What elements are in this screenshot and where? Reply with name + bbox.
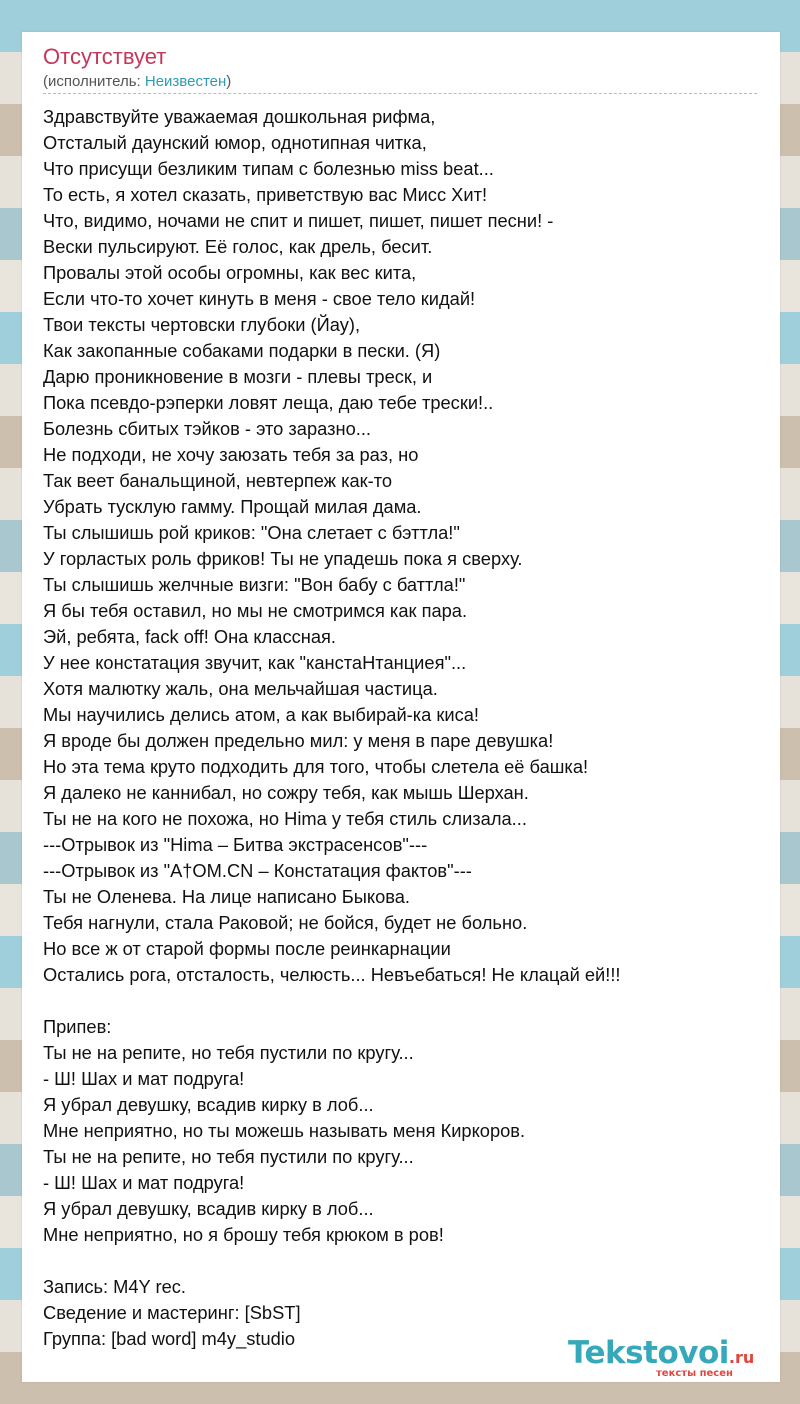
song-title: Отсутствует	[43, 44, 167, 69]
artist-suffix: )	[226, 73, 232, 90]
logo-tagline: тексты песен	[656, 1368, 733, 1379]
site-logo[interactable]	[568, 1334, 768, 1382]
lyrics-card	[22, 32, 780, 1382]
artist-link[interactable]: Неизвестен	[144, 73, 227, 90]
logo-name: Tekstovoi	[568, 1335, 729, 1371]
artist-prefix: (исполнитель:	[43, 73, 145, 90]
artist-line	[43, 73, 231, 91]
logo-tld: .ru	[728, 1348, 755, 1367]
lyrics-text: Здравствуйте уважаемая дошкольная рифма, Отсталый даунский юмор, однотипная читка, Что присущи безликим типам с болезнью miss beat... То есть, я хотел сказать, приветствую вас Мисс Хит! Что, видимо, ночами не спит и пишет, пишет, пишет песни! - Вески пульсируют. Её голос, как дрель, бесит. Провалы этой особы огромны, как вес кита, Если что-то хочет кинуть в меня - свое тело кидай! Твои тексты чертовски глубоки (Йау), Как закопанные собаками подарки в пески. (Я) Дарю проникновение в мозги - плевы треск, и Пока псевдо-рэперки ловят леща, даю тебе трески!.. Болезнь сбитых тэйков - это заразно... Не подходи, не хочу заюзать тебя за раз, но Так веет банальщиной, невтерпеж как-то Убрать тусклую гамму. Прощай милая дама. Ты слышишь рой криков: "Она слетает с бэттла!" У горластых роль фриков! Ты не упадешь пока я сверху. Ты слышишь желчные визги: "Вон бабу с баттла!" Я бы тебя оставил, но мы не смотримся как пара. Эй, ребята, fack off! Она классная. У нее констатация звучит, как "канстаНтанциея"... Хотя малютку жаль, она мельчайшая частица. Мы научились делись атом, а как выбирай-ка киса! Я вроде бы должен предельно мил: у меня в паре девушка! Но эта тема круто подходить для того, чтобы слетела её башка! Я далеко не каннибал, но сожру тебя, как мышь Шерхан. Ты не на кого не похожа, но Hima у тебя стиль слизала... ---Отрывок из "Hima – Битва экстрасенсов"--- ---Отрывок из "A†OM.CN – Констатация фактов"--- Ты не Оленева. На лице написано Быкова. Тебя нагнули, стала Раковой; не бойся, будет не больно. Но все ж от старой формы после реинкарнации Остались рога, отсталость, челюсть... Невъебаться! Не клацай ей!!! Припев: Ты не на репите, но тебя пустили по кругу... - Ш! Шах и мат подруга! Я убрал девушку, всадив кирку в лоб... Мне неприятно, но ты можешь называть меня Киркоров. Ты не на репите, но тебя пустили по кругу... - Ш! Шах и мат подруга! Я убрал девушку, всадив кирку в лоб... Мне неприятно, но я брошу тебя крюком в ров! Запись: M4Y rec. Сведение и мастеринг: [SbST] Группа: [bad word] m4y_studio	[43, 106, 621, 1349]
title-divider	[43, 93, 757, 94]
